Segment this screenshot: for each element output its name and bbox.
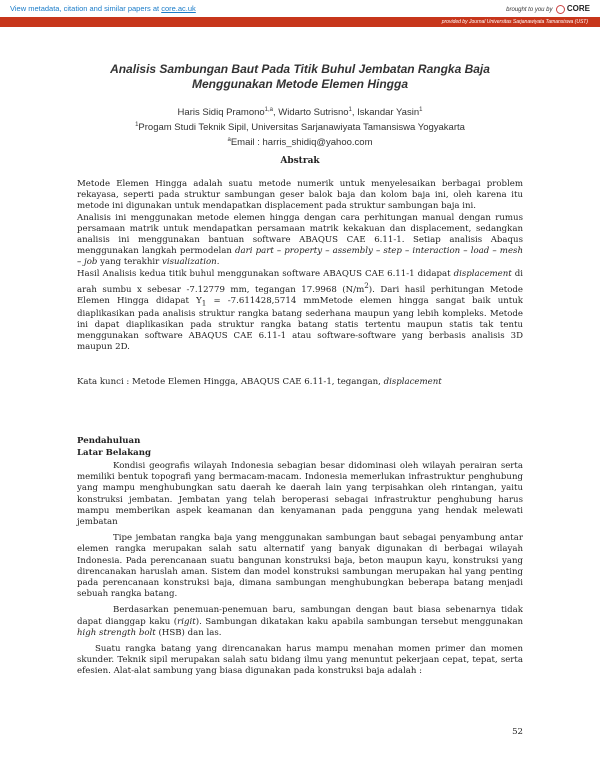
author-3-sup: 1 <box>419 107 423 113</box>
affiliation-text: Progam Studi Teknik Sipil, Universitas Sarjanawiyata Tamansiswa Yogyakarta <box>138 122 465 134</box>
abstract-p2-steps: dari part – property – assembly – step – interaction – load – mesh – job <box>77 246 523 268</box>
abstract-p2-visualization: visualization. <box>161 257 220 268</box>
body-paragraph-4: Suatu rangka batang yang direncanakan harus mampu menahan momen primer dan momen skunder. Teknik sipil merupakan salah satu bidang ilmu yang menuntut pekerjaan cepat, tepat, serta efesien. Alat-alat sambung yang biasa digunakan pada konstruksi baja adalah : <box>77 644 523 677</box>
abstract-p2-tail: yang terakhir <box>100 257 160 268</box>
email-text: Email : harris_shidiq@yahoo.com <box>230 137 373 149</box>
abstract-p2-text: Analisis ini menggunakan metode elemen hingga dengan cara perhitungan manual dengan rumus persamaan matrik untuk mendapatkan persamaan matrik kekakuan dan displacement, sedangkan analisis ini menggunakan bantuan software ABAQUS CAE 6.11-1. Setiap analisis Abaqus menggunakan langkah permodelan <box>77 212 523 257</box>
core-link-text[interactable]: View metadata, citation and similar papers at <box>10 4 160 13</box>
body-p3-hsb: high strength bolt <box>77 627 156 638</box>
email-sup: a <box>227 137 231 144</box>
title-line-1: Analisis Sambungan Baut Pada Titik Buhul Jembatan Rangka Baja <box>110 62 490 76</box>
abstract-p3-sup: 2 <box>364 280 369 290</box>
body-paragraph-2: Tipe jembatan rangka baja yang menggunakan sambungan baut sebagai penyambung antar elemen rangka merupakan salah satu alternatif yang banyak digunakan di berbagai wilayah Indonesia. Pada perencanaan suatu bangunan konstruksi baja, beton maupun kayu, konstruksi yang direncanakan haruslah aman. Sistem dan model konstruksi sambungan merupakan hal yang penting pada perencanaan konstruksi baja, dimana sambungan menghubungkan beberapa batang menjadi sebuah rangka batang. <box>77 533 523 600</box>
brought-to-you <box>506 4 590 14</box>
core-link-domain[interactable]: core.ac.uk <box>161 4 196 13</box>
abstract-p3-displacement: displacement <box>453 268 512 279</box>
body-p3-rigit: rigit <box>177 616 196 627</box>
core-header-bar <box>0 0 600 27</box>
body-p3-mid: ). Sambungan dikatakan kaku apabila sambungan tersebut menggunakan <box>195 616 523 627</box>
keywords-text: Kata kunci : Metode Elemen Hingga, ABAQUS CAE 6.11-1, tegangan, <box>77 377 381 387</box>
core-logo-text[interactable]: CORE <box>566 4 590 13</box>
affiliation-sup: 1 <box>135 122 139 129</box>
author-1-sup: 1,a <box>264 107 274 113</box>
author-line <box>60 104 540 119</box>
keywords-italic: displacement <box>383 377 442 387</box>
section-heading: Pendahuluan <box>77 436 141 446</box>
brought-text: brought to you by <box>506 7 553 13</box>
core-metadata-link[interactable] <box>10 4 196 13</box>
body-p3-end: (HSB) dan las. <box>158 627 222 638</box>
author-1: Haris Sidiq Pramono <box>177 107 265 119</box>
abstract-p3-conclusion: = -7.611428,5714 mmMetode elemen hingga sangat baik untuk diaplikasikan pada analisis struktur rangka batang sederhana maupun yang lebih kompleks. Metode ini dapat diaplikasikan pada struktur rangka batang statis tertentu maupun statis tak tentu menggunakan software ABAQUS CAE 6.11-1 atau software-software yang berbasis analisis 3D maupun 2D. <box>77 295 524 353</box>
title-line-2: Menggunakan Metode Elemen Hingga <box>191 77 409 91</box>
author-2-sup: 1 <box>348 107 352 113</box>
abstract-paragraph-1: Metode Elemen Hingga adalah suatu metode numerik untuk menyelesaikan berbagai problem rekayasa, seperti pada struktur sambungan geser balok baja dan kolom baja ini, oleh karena itu metode ini digunakan untuk mendapatkan displacement pada struktur sambungan baja ini. <box>77 179 523 212</box>
abstract-p3-text: Hasil Analisis kedua titik buhul menggunakan software ABAQUS CAE 6.11-1 didapat <box>77 268 451 279</box>
author-2: , Widarto Sutrisno <box>273 107 349 119</box>
section-headings <box>77 436 151 459</box>
body-text <box>77 461 523 683</box>
authors-block <box>60 104 540 149</box>
abstract-paragraph-3 <box>77 269 523 354</box>
subsection-heading: Latar Belakang <box>77 447 152 458</box>
email-line <box>60 134 540 149</box>
body-paragraph-3 <box>77 605 523 639</box>
page-number: 52 <box>512 727 523 737</box>
body-paragraph-1: Kondisi geografis wilayah Indonesia sebagian besar didominasi oleh wilayah perairan serta memiliki bentuk topografi yang bermacam-macam. Indonesia memerlukan infrastruktur penghubung yang mampu menghubungkan satu daerah ke daerah lain yang terpisahkan oleh rintangan, yaitu konstruksi jembatan. Jembatan yang telah beroperasi sebagai infrastruktur penghubung harus mampu memberikan aspek keamanan dan kenyamanan pada pengguna yang hendak melewati jembatan <box>77 461 523 528</box>
body-p3-text: Berdasarkan penemuan-penemuan baru, sambungan dengan baut biasa sebenarnya tidak dapat dianggap kaku ( <box>77 605 523 627</box>
abstract-body <box>77 179 523 354</box>
paper-title <box>60 62 540 92</box>
abstract-p3-sub: 1 <box>201 298 207 308</box>
abstract-p3-values: di arah sumbu x sebesar -7.12779 mm, tegangan 17.9968 (N/m <box>77 268 524 295</box>
provided-by-bar <box>0 17 600 27</box>
abstract-heading: Abstrak <box>280 156 320 166</box>
keywords <box>77 377 523 387</box>
abstract-p3-result: ). Dari hasil perhitungan Metode Elemen Hingga didapat Y <box>77 284 523 306</box>
affiliation <box>60 119 540 134</box>
core-logo-icon <box>556 5 565 14</box>
author-3: , Iskandar Yasin <box>351 107 420 119</box>
provided-by-text[interactable]: provided by Journal Universitas Sarjanawiyata Tamansiswa (UST) <box>441 19 588 25</box>
abstract-paragraph-2 <box>77 213 523 269</box>
